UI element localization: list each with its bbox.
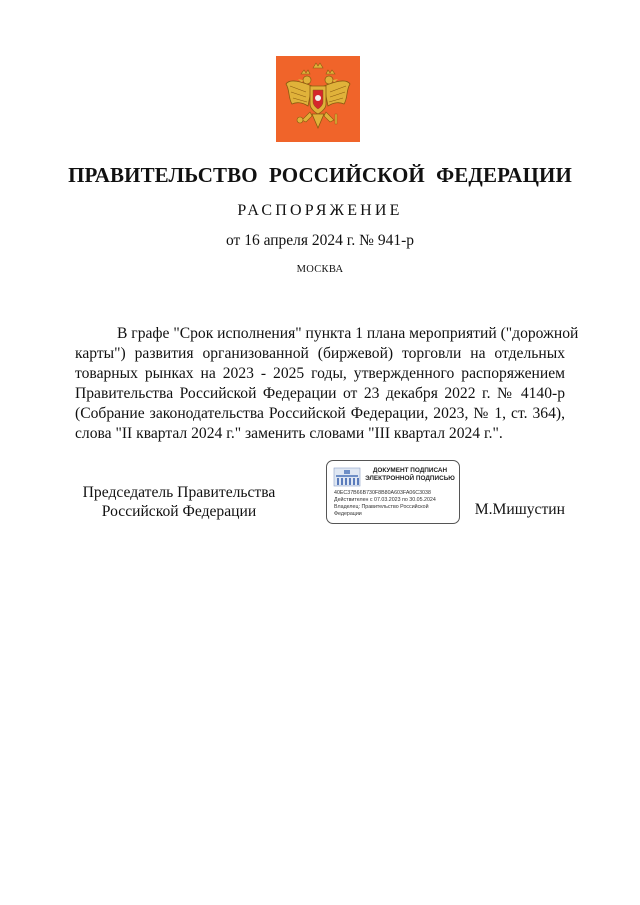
certificate-serial: 40EC37B66B730F8B80A603FA06C3038 (334, 490, 431, 496)
certificate-owner: Федерации (334, 511, 362, 517)
stamp-heading-line: ЭЛЕКТРОННОЙ ПОДПИСЬЮ (365, 475, 455, 482)
certificate-owner: Владелец: Правительство Российской (334, 504, 429, 510)
document-issuer-title: ПРАВИТЕЛЬСТВО РОССИЙСКОЙ ФЕДЕРАЦИИ (68, 163, 572, 187)
stamp-heading-line: ДОКУМЕНТ ПОДПИСАН (372, 467, 448, 474)
certificate-validity: Действителен с 07.03.2023 по 30.05.2024 (334, 497, 436, 503)
body-line: В графе "Срок исполнения" пункта 1 плана мероприятий ("дорожной (117, 325, 579, 342)
signer-position-line: Председатель Правительства (82, 484, 276, 501)
signer-position (74, 483, 284, 521)
body-line: (Собрание законодательства Российской Федерации, 2023, № 1, ст. 364), (75, 405, 565, 422)
document-city: МОСКВА (296, 264, 344, 275)
document-type: РАСПОРЯЖЕНИЕ (237, 202, 403, 219)
government-building-icon (333, 466, 361, 488)
body-line: карты") развития организованной (биржевой) торговли на отдельных (75, 345, 565, 362)
double-headed-eagle-icon (276, 56, 360, 142)
body-line: Правительства Российской Федерации от 23 декабря 2022 г. № 4140-р (75, 385, 565, 402)
electronic-signature-stamp (326, 460, 460, 524)
signer-name: М.Мишустин (474, 501, 565, 518)
stamp-heading (363, 467, 457, 483)
coat-of-arms-emblem (276, 56, 360, 142)
stamp-certificate-info (334, 490, 458, 518)
document-date-number: от 16 апреля 2024 г. № 941-р (226, 232, 414, 249)
signer-position-line: Российской Федерации (101, 503, 257, 520)
body-line: слова "II квартал 2024 г." заменить словами "III квартал 2024 г.". (75, 425, 503, 442)
document-body (75, 324, 579, 444)
body-line: товарных рынках на 2023 - 2025 годы, утвержденного распоряжением (75, 365, 565, 382)
